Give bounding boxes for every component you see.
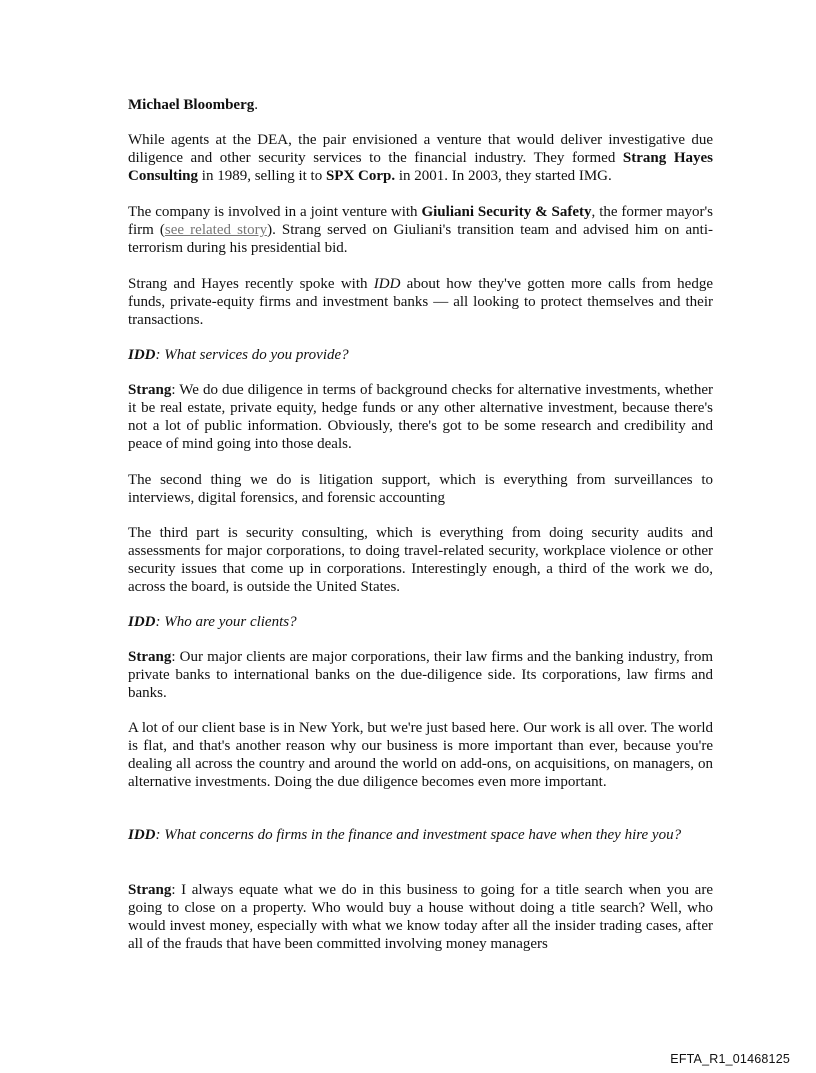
document-id-footer: EFTA_R1_01468125 <box>670 1052 790 1066</box>
text: While agents at the DEA, the pair envisioned a venture that would deliver investigative due diligence and other security services to the financial industry. They formed <box>128 132 713 166</box>
bold-firm: SPX Corp. <box>325 168 396 184</box>
paragraph-litigation <box>128 471 713 507</box>
answer-concerns <box>128 881 713 953</box>
paragraph-history <box>128 131 713 185</box>
paragraph-text: The third part is security consulting, which is everything from doing security audits and assessments for major corporations, to doing travel-related security, workplace violence or other security issues that come up in corporations. Interestingly enough, a third of the work we do, across the board, is outside the United States. <box>128 525 713 595</box>
paragraph-client-base <box>128 719 713 791</box>
paragraph-joint-venture <box>128 203 713 257</box>
paragraph-text: A lot of our client base is in New York, but we're just based here. Our work is all over. The world is flat, and that's another reason why our business is more important than ever, because you're dealing all across the country and around the world on add-ons, on acquisitions, on managers, on alternative investments. Doing the due diligence becomes even more important. <box>128 720 713 790</box>
answer-speaker: Strang <box>128 882 172 898</box>
paragraph-intro-interview <box>128 275 713 329</box>
question-text: : Who are your clients? <box>155 614 297 630</box>
intro-name-line <box>128 96 713 114</box>
related-story-link[interactable]: see related story <box>164 222 268 238</box>
text: in 1989, selling it to <box>198 168 326 184</box>
answer-text: : Our major clients are major corporations, their law firms and the banking industry, from private banks to international banks on the due-diligence side. Its corporations, law firms and banks. <box>128 649 713 701</box>
period: . <box>254 97 258 113</box>
answer-services <box>128 381 713 453</box>
question-speaker: IDD <box>128 614 156 630</box>
answer-clients <box>128 648 713 702</box>
question-services <box>128 346 713 364</box>
answer-text: : We do due diligence in terms of background checks for alternative investments, whether it be real estate, private equity, hedge funds or any other alternative investment, because there's not a lot of public information. Obviously, there's got to be some research and credibility and peace of mind going into those deals. <box>128 382 713 452</box>
text: , the former mayor's firm ( <box>128 204 714 238</box>
bold-firm: Giuliani Security & Safety <box>421 204 592 220</box>
answer-speaker: Strang <box>128 649 172 665</box>
question-concerns <box>128 826 688 844</box>
question-text: : What services do you provide? <box>155 347 349 363</box>
paragraph-security-consulting <box>128 524 713 596</box>
text: ). Strang served on Giuliani's transition team and advised him on anti-terrorism during his presidential bid. <box>128 222 713 256</box>
answer-speaker: Strang <box>128 382 172 398</box>
text: Strang and Hayes recently spoke with <box>128 276 374 292</box>
question-text: : What concerns do firms in the finance and investment space have when they hire you? <box>155 827 682 843</box>
question-speaker: IDD <box>128 827 156 843</box>
text: in 2001. In 2003, they started IMG. <box>395 168 612 184</box>
bold-firm: Strang Hayes Consulting <box>128 150 714 184</box>
answer-text: : I always equate what we do in this business to going for a title search when you are going to close on a property. Who would buy a house without doing a title search? Well, who would invest money, especially with what we know today after all the insider trading cases, after all of the frauds that have been committed involving money managers <box>128 882 713 952</box>
text: about how they've gotten more calls from hedge funds, private-equity firms and investment banks — all looking to protect themselves and their transactions. <box>128 276 713 328</box>
paragraph-text: The second thing we do is litigation support, which is everything from surveillances to interviews, digital forensics, and forensic accounting <box>128 472 713 506</box>
italic-idd: IDD <box>373 276 401 292</box>
text: The company is involved in a joint venture with <box>128 204 422 220</box>
name-bold: Michael Bloomberg <box>128 97 255 113</box>
question-clients <box>128 613 713 631</box>
question-speaker: IDD <box>128 347 156 363</box>
